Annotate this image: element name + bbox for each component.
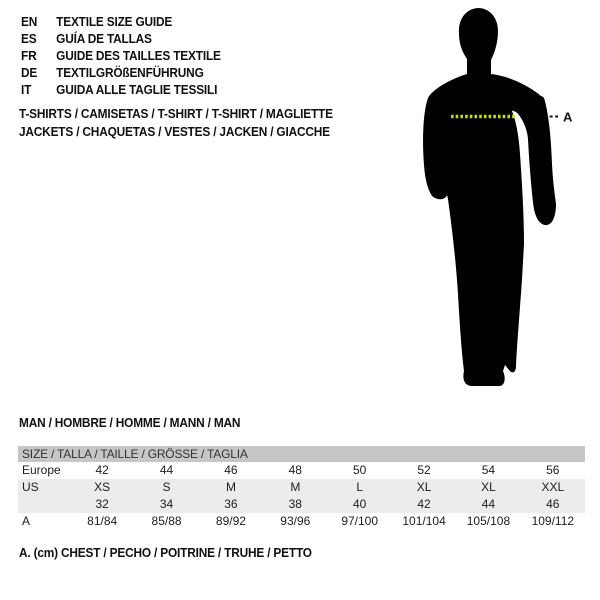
row-label bbox=[18, 496, 70, 513]
table-cell: XS bbox=[94, 480, 111, 494]
table-cell: 46 bbox=[546, 497, 560, 511]
table-cell: XL bbox=[416, 480, 432, 494]
language-code: ES bbox=[21, 32, 37, 46]
language-title: TEXTILGRÖßENFÜHRUNG bbox=[56, 66, 204, 80]
category-titles bbox=[19, 106, 333, 141]
language-title: GUÍA DE TALLAS bbox=[56, 32, 152, 46]
language-code: IT bbox=[21, 83, 32, 97]
measurement-footnote: A. (cm) CHEST / PECHO / POITRINE / TRUHE / PETTO bbox=[19, 546, 312, 560]
table-cell: 32 bbox=[95, 497, 109, 511]
category-line-tshirts: T-SHIRTS / CAMISETAS / T-SHIRT / T-SHIRT / MAGLIETTE bbox=[19, 107, 333, 121]
table-cell: 109/112 bbox=[531, 514, 575, 528]
table-cell: 50 bbox=[353, 463, 367, 477]
man-silhouette-figure bbox=[405, 0, 600, 400]
table-cell: XL bbox=[481, 480, 496, 494]
table-row-chest-a bbox=[18, 513, 585, 530]
table-row-us-numeric bbox=[18, 496, 585, 513]
category-line-jackets: JACKETS / CHAQUETAS / VESTES / JACKEN / GIACCHE bbox=[19, 124, 330, 139]
language-row bbox=[21, 82, 221, 99]
language-list bbox=[21, 14, 221, 99]
table-cell: M bbox=[225, 480, 236, 494]
table-cell: 44 bbox=[159, 463, 174, 477]
table-cell: L bbox=[356, 480, 364, 494]
table-row-europe bbox=[18, 462, 585, 479]
table-cell: S bbox=[162, 480, 171, 494]
table-cell: 93/96 bbox=[280, 514, 311, 528]
table-cell: 105/108 bbox=[466, 514, 511, 528]
row-label: Europe bbox=[22, 463, 61, 477]
language-row bbox=[21, 31, 221, 48]
table-cell: M bbox=[290, 480, 301, 494]
language-code: EN bbox=[21, 15, 38, 29]
table-cell: 97/100 bbox=[341, 514, 379, 528]
man-silhouette-svg bbox=[405, 0, 600, 400]
table-cell: 36 bbox=[224, 497, 238, 511]
table-cell: 52 bbox=[417, 463, 431, 477]
table-cell: XXL bbox=[541, 480, 565, 494]
table-row-us bbox=[18, 479, 585, 496]
table-cell: 42 bbox=[417, 497, 431, 511]
language-code: DE bbox=[21, 66, 38, 80]
table-cell: 101/104 bbox=[402, 514, 446, 528]
table-cell: 89/92 bbox=[215, 514, 246, 528]
table-cell: 40 bbox=[353, 497, 367, 511]
size-table-header: SIZE / TALLA / TAILLE / GRÖSSE / TAGLIA bbox=[18, 446, 585, 462]
language-title: TEXTILE SIZE GUIDE bbox=[56, 15, 173, 29]
size-table bbox=[18, 446, 585, 530]
language-row bbox=[21, 48, 221, 65]
language-code: FR bbox=[21, 49, 37, 63]
man-silhouette-body bbox=[423, 8, 540, 386]
language-title: GUIDE DES TAILLES TEXTILE bbox=[56, 49, 221, 63]
table-cell: 42 bbox=[95, 463, 109, 477]
table-cell: 44 bbox=[481, 497, 496, 511]
table-cell: 48 bbox=[288, 463, 302, 477]
table-cell: 54 bbox=[481, 463, 496, 477]
language-row bbox=[21, 14, 221, 31]
row-label: US bbox=[22, 480, 39, 494]
section-title-man: MAN / HOMBRE / HOMME / MANN / MAN bbox=[19, 416, 241, 430]
table-cell: 34 bbox=[159, 497, 174, 511]
language-row bbox=[21, 65, 221, 82]
table-cell: 38 bbox=[288, 497, 302, 511]
table-cell: 46 bbox=[224, 463, 238, 477]
table-cell: 85/88 bbox=[151, 514, 182, 528]
table-cell: 81/84 bbox=[87, 514, 118, 528]
language-title: GUIDA ALLE TAGLIE TESSILI bbox=[56, 83, 218, 97]
table-cell: 56 bbox=[546, 463, 560, 477]
measure-label-a: A bbox=[563, 109, 573, 125]
row-label: A bbox=[22, 514, 31, 528]
